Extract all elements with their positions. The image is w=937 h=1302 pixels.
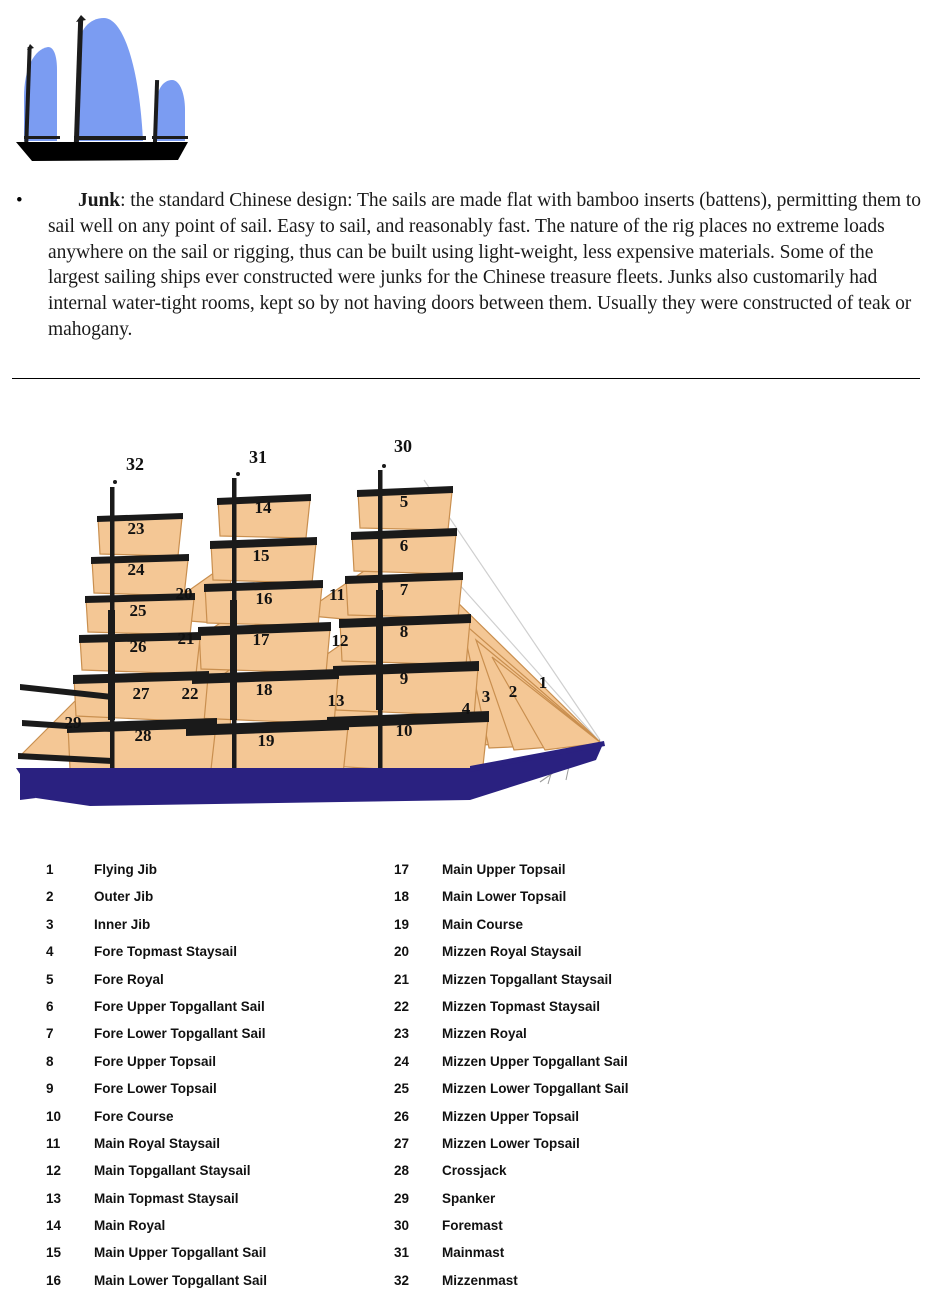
legend-label: Main Topmast Staysail [94, 1190, 239, 1206]
legend-row [394, 999, 629, 1026]
sail-number-21: 21 [177, 629, 195, 648]
legend-number: 1 [46, 862, 54, 877]
legend-label: Mizzenmast [442, 1272, 518, 1288]
sail-number-19: 19 [257, 731, 275, 750]
legend-label: Fore Topmast Staysail [94, 944, 238, 960]
sail-number-2: 2 [508, 682, 518, 701]
sail-number-22: 22 [181, 684, 199, 703]
legend-label: Main Upper Topsail [442, 862, 566, 877]
legend-number: 22 [394, 998, 410, 1014]
legend-label: Foremast [442, 1218, 503, 1234]
sail-number-24: 24 [127, 560, 145, 579]
sail-number-28: 28 [134, 726, 152, 745]
legend-number: 29 [394, 1190, 410, 1206]
legend-number: 7 [46, 1026, 54, 1042]
legend-number: 32 [394, 1272, 410, 1288]
legend-row [394, 1163, 629, 1190]
sail-number-20: 20 [175, 584, 193, 603]
legend-row [394, 1109, 629, 1136]
legend-number: 28 [394, 1163, 410, 1179]
foremast-truck [382, 464, 386, 468]
legend-row [394, 944, 629, 971]
sail-number-10: 10 [395, 721, 413, 740]
legend-row [394, 1218, 629, 1245]
legend-label: Spanker [442, 1190, 496, 1206]
sail-number-3: 3 [481, 687, 491, 706]
legend-row [46, 999, 267, 1026]
legend-number: 23 [394, 1026, 410, 1042]
legend-number: 8 [46, 1053, 54, 1069]
section-divider [12, 378, 920, 379]
mizzenmast-truck [113, 480, 117, 484]
sail-number-23: 23 [127, 519, 145, 538]
legend-row [394, 889, 629, 916]
legend-row [394, 1136, 629, 1163]
legend-number: 30 [394, 1218, 410, 1234]
legend-label: Fore Upper Topgallant Sail [94, 998, 265, 1014]
mizzenmast-lower [108, 610, 115, 720]
legend-label: Inner Jib [94, 916, 151, 932]
legend-label: Mainmast [442, 1245, 505, 1261]
legend-row [394, 1054, 629, 1081]
junk-batten-center [74, 136, 146, 140]
legend-row [46, 1136, 267, 1163]
legend-number: 19 [394, 916, 410, 932]
junk-center-mast-top [76, 15, 86, 22]
legend-row [46, 1191, 267, 1218]
mast-number-labels [126, 436, 412, 474]
legend-label: Fore Royal [94, 971, 164, 987]
legend-row [46, 1218, 267, 1245]
legend-number: 13 [46, 1190, 62, 1206]
junk-hull [16, 142, 188, 161]
junk-description-text [48, 188, 924, 343]
legend-number: 26 [394, 1108, 410, 1124]
sail-number-29: 29 [64, 713, 82, 732]
mainmast-truck [236, 472, 240, 476]
mainmast-lower [230, 600, 237, 720]
legend-number: 5 [46, 971, 54, 987]
legend-row [394, 972, 629, 999]
legend-number: 18 [394, 889, 410, 905]
legend-row [46, 917, 267, 944]
sail-number-27: 27 [132, 684, 150, 703]
legend-label: Mizzen Lower Topsail [442, 1135, 580, 1151]
legend-row [46, 972, 267, 999]
sail-number-11: 11 [328, 585, 346, 604]
sail-number-17: 17 [252, 630, 270, 649]
sail-number-18: 18 [255, 680, 273, 699]
legend-label: Fore Course [94, 1108, 174, 1124]
legend-label: Main Lower Topgallant Sail [94, 1272, 268, 1288]
legend-number: 12 [46, 1163, 62, 1179]
mast-number-32: 32 [126, 454, 144, 474]
legend-row [46, 1109, 267, 1136]
legend-label: Mizzen Upper Topsail [442, 1108, 580, 1124]
junk-ship-icon [10, 14, 190, 164]
legend-label: Main Upper Topgallant Sail [94, 1245, 267, 1261]
legend-number: 25 [394, 1081, 410, 1097]
legend-label: Mizzen Upper Topgallant Sail [442, 1053, 628, 1069]
legend-row [46, 1026, 267, 1053]
legend-number: 4 [46, 944, 54, 960]
legend-row [46, 889, 267, 916]
legend-label: Mizzen Lower Topgallant Sail [442, 1081, 629, 1097]
sail-number-12: 12 [331, 631, 349, 650]
legend-label: Mizzen Topgallant Staysail [442, 971, 613, 987]
foremast-lower [376, 590, 383, 710]
junk-right-sail [156, 80, 185, 141]
legend-row [394, 862, 629, 889]
sail-number-5: 5 [399, 492, 409, 511]
ship-sail-plan-svg [0, 425, 640, 825]
legend-label: Main Royal [94, 1218, 166, 1234]
legend-column-left [46, 862, 267, 1300]
legend-row [46, 1054, 267, 1081]
sail-number-7: 7 [399, 580, 409, 599]
sail-number-26: 26 [129, 637, 147, 656]
legend-number: 11 [46, 1135, 61, 1151]
legend-row [394, 1273, 629, 1300]
legend-label: Outer Jib [94, 889, 154, 905]
legend-number: 17 [394, 862, 410, 877]
legend-number: 24 [394, 1053, 410, 1069]
mast-number-30: 30 [394, 436, 412, 456]
list-bullet: • [16, 190, 23, 211]
legend-label: Mizzen Royal [442, 1026, 527, 1042]
legend-row [394, 1191, 629, 1218]
legend-number: 21 [394, 971, 410, 987]
legend-number: 6 [46, 998, 54, 1014]
legend-row [394, 917, 629, 944]
sail-number-25: 25 [129, 601, 147, 620]
legend-number: 15 [46, 1245, 62, 1261]
legend-label: Fore Upper Topsail [94, 1053, 217, 1069]
legend-label: Main Topgallant Staysail [94, 1163, 251, 1179]
junk-batten-left [24, 136, 60, 139]
legend-number: 10 [46, 1108, 62, 1124]
legend-number: 9 [46, 1081, 54, 1097]
mast-number-31: 31 [249, 447, 267, 467]
legend-column-right [394, 862, 629, 1300]
legend-number: 3 [46, 916, 54, 932]
junk-center-sail [78, 18, 143, 141]
sail-number-9: 9 [399, 669, 409, 688]
junk-description-block [14, 188, 924, 343]
legend-row [46, 862, 267, 889]
legend-row [394, 1026, 629, 1053]
legend-row [46, 1163, 267, 1190]
junk-ship-svg [10, 14, 190, 164]
sail-number-4: 4 [461, 699, 471, 718]
legend-label: Fore Lower Topgallant Sail [94, 1026, 266, 1042]
junk-batten-right [152, 136, 188, 139]
legend-number: 27 [394, 1135, 410, 1151]
legend-number: 31 [394, 1245, 410, 1261]
sail-number-1: 1 [538, 673, 548, 692]
legend-number: 16 [46, 1272, 62, 1288]
legend-label: Flying Jib [94, 862, 158, 877]
legend-row [394, 1245, 629, 1272]
junk-body: : the standard Chinese design: The sails are made flat with bamboo inserts (battens), permitting them to sail well on any point of sail. Easy to sail, and reasonably fast. The nature of the rig places no extreme loads anywhere on the sail or rigging, thus can be built using light-weight, less expensive materials. Some of the largest sailing ships ever constructed were junks for the Chinese treasure fleets. Junks also customarily had internal water-tight rooms, kept so by not having doors between them. Usually they were constructed of teak or mahogany. [48, 190, 921, 340]
sail-number-14: 14 [254, 498, 272, 517]
sail-number-16: 16 [255, 589, 273, 608]
legend-number: 14 [46, 1218, 62, 1234]
legend-label: Mizzen Royal Staysail [442, 944, 582, 960]
sail-number-8: 8 [399, 622, 409, 641]
legend-row [46, 1081, 267, 1108]
legend-label: Crossjack [442, 1163, 507, 1179]
legend-label: Main Royal Staysail [94, 1135, 221, 1151]
legend-row [46, 1273, 267, 1300]
legend-row [46, 1245, 267, 1272]
legend-label: Main Lower Topsail [442, 889, 567, 905]
sail-legend [0, 862, 937, 1302]
legend-number: 20 [394, 944, 410, 960]
junk-term: Junk [78, 190, 121, 211]
legend-row [394, 1081, 629, 1108]
legend-number: 2 [46, 889, 54, 905]
sail-number-15: 15 [252, 546, 270, 565]
legend-label: Mizzen Topmast Staysail [442, 998, 601, 1014]
sail-number-6: 6 [399, 536, 409, 555]
legend-row [46, 944, 267, 971]
legend-label: Main Course [442, 916, 524, 932]
legend-label: Fore Lower Topsail [94, 1081, 217, 1097]
ship-sail-plan-diagram [0, 425, 640, 825]
sail-number-13: 13 [327, 691, 345, 710]
